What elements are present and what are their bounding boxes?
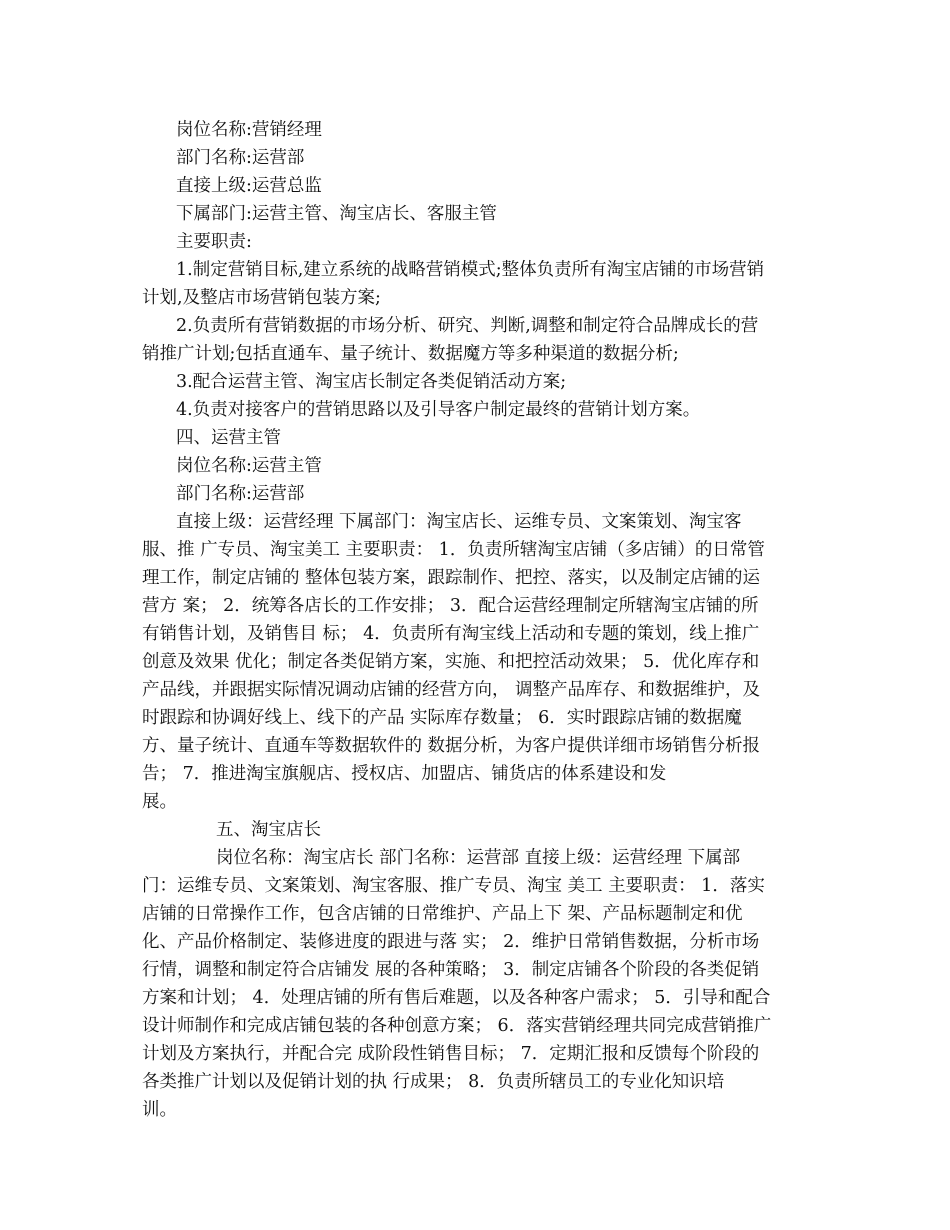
text-line: 产品线，并跟据实际情况调动店铺的经营方向， 调整产品库存、和数据维护，及 bbox=[142, 680, 761, 700]
text-line: 4.负责对接客户的营销思路以及引导客户制定最终的营销计划方案。 bbox=[176, 400, 701, 420]
text-line: 创意及效果 优化；制定各类促销方案，实施、和把控活动效果； 5．优化库存和 bbox=[142, 652, 760, 672]
text-line: 下属部门:运营主管、淘宝店长、客服主管 bbox=[176, 204, 497, 224]
text-line: 营方 案； 2．统筹各店长的工作安排； 3．配合运营经理制定所辖淘宝店铺的所 bbox=[142, 596, 759, 616]
text-line: 2.负责所有营销数据的市场分析、研究、判断,调整和制定符合品牌成长的营 bbox=[176, 316, 759, 336]
text-line: 服、推 广专员、淘宝美工 主要职责： 1．负责所辖淘宝店铺（多店铺）的日常管 bbox=[142, 540, 765, 560]
section-heading: 四、运营主管 bbox=[176, 428, 281, 448]
text-line: 化、产品价格制定、装修进度的跟进与落 实； 2．维护日常销售数据，分析市场 bbox=[142, 932, 760, 952]
text-line: 岗位名称:营销经理 bbox=[176, 120, 322, 140]
text-line: 主要职责: bbox=[176, 232, 252, 252]
text-line: 有销售计划，及销售目 标； 4．负责所有淘宝线上活动和专题的策划，线上推广 bbox=[142, 624, 760, 644]
text-line: 训。 bbox=[142, 1100, 177, 1120]
text-line: 各类推广计划以及促销计划的执 行成果； 8．负责所辖员工的专业化知识培 bbox=[142, 1072, 725, 1092]
text-line: 理工作，制定店铺的 整体包装方案，跟踪制作、把控、落实，以及制定店铺的运 bbox=[142, 568, 761, 588]
text-line: 岗位名称:运营主管 bbox=[176, 456, 322, 476]
text-line: 行情，调整和制定符合店铺发 展的各种策略； 3．制定店铺各个阶段的各类促销 bbox=[142, 960, 760, 980]
text-line: 方、量子统计、直通车等数据软件的 数据分析，为客户提供详细市场销售分析报 bbox=[142, 736, 761, 756]
text-line: 3.配合运营主管、淘宝店长制定各类促销活动方案; bbox=[176, 372, 567, 392]
text-line: 店铺的日常操作工作，包含店铺的日常维护、产品上下 架、产品标题制定和优 bbox=[142, 904, 743, 924]
text-line: 计划及方案执行，并配合完 成阶段性销售目标； 7．定期汇报和反馈每个阶段的 bbox=[142, 1044, 760, 1064]
text-line: 时跟踪和协调好线上、线下的产品 实际库存数量； 6．实时跟踪店铺的数据魔 bbox=[142, 708, 742, 728]
text-line: 展。 bbox=[142, 792, 177, 812]
section-heading: 五、淘宝店长 bbox=[216, 820, 321, 840]
text-line: 直接上级：运营经理 下属部门：淘宝店长、运维专员、文案策划、淘宝客 bbox=[176, 512, 742, 532]
text-line: 岗位名称：淘宝店长 部门名称：运营部 直接上级：运营经理 下属部 bbox=[216, 848, 741, 868]
text-line: 设计师制作和完成店铺包装的各种创意方案； 6．落实营销经理共同完成营销推广 bbox=[142, 1016, 772, 1036]
text-line: 1.制定营销目标,建立系统的战略营销模式;整体负责所有淘宝店铺的市场营销 bbox=[176, 260, 765, 280]
text-line: 计划,及整店市场营销包装方案; bbox=[142, 288, 381, 308]
text-line: 直接上级:运营总监 bbox=[176, 176, 322, 196]
text-line: 销推广计划;包括直通车、量子统计、数据魔方等多种渠道的数据分析; bbox=[142, 344, 679, 364]
text-line: 门：运维专员、文案策划、淘宝客服、推广专员、淘宝 美工 主要职责： 1．落实 bbox=[142, 876, 765, 896]
text-line: 部门名称:运营部 bbox=[176, 484, 305, 504]
text-line: 告； 7．推进淘宝旗舰店、授权店、加盟店、铺货店的体系建设和发 bbox=[142, 764, 667, 784]
text-line: 方案和计划； 4．处理店铺的所有售后难题，以及各种客户需求； 5．引导和配合 bbox=[142, 988, 771, 1008]
text-line: 部门名称:运营部 bbox=[176, 148, 305, 168]
